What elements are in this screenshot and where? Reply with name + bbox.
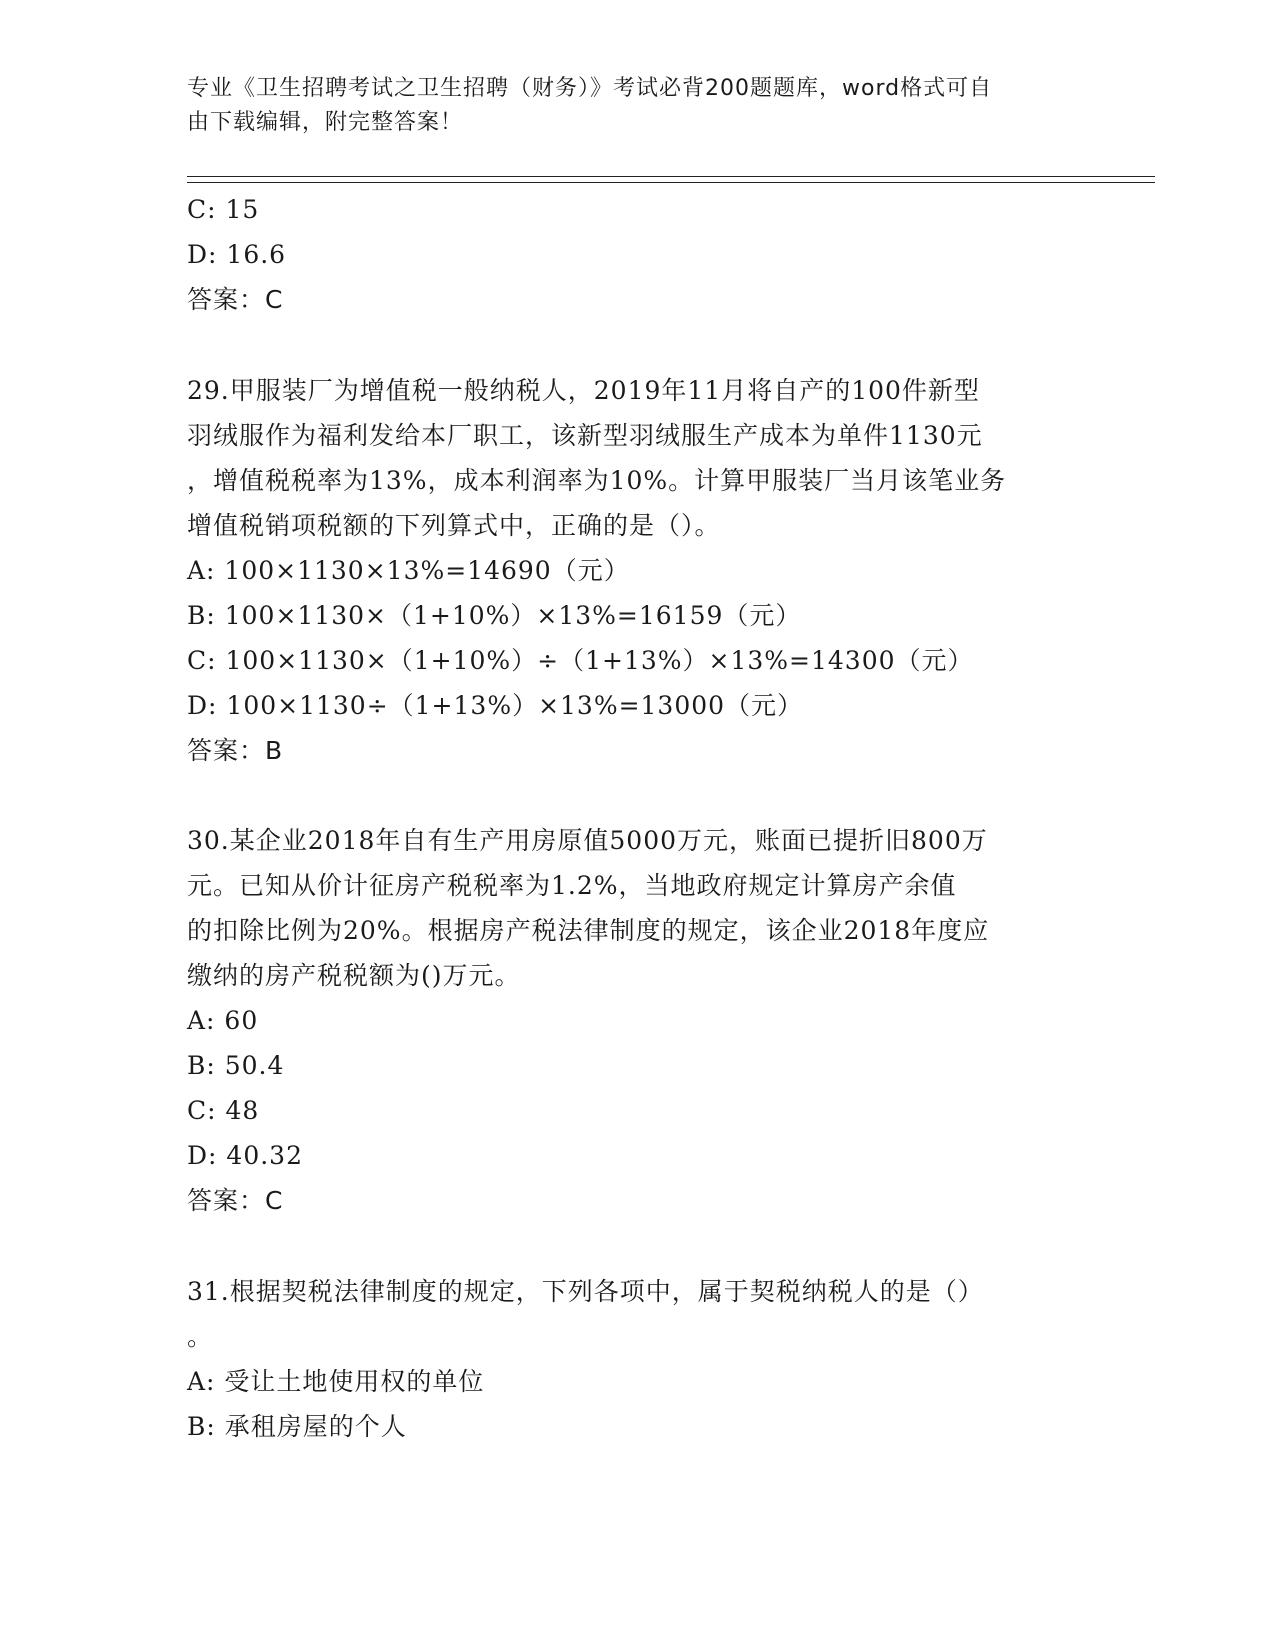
q31-stem-line-1: 31.根据契税法律制度的规定，下列各项中，属于契税纳税人的是（） (187, 1277, 984, 1306)
q30-stem-line-2: 元。已知从价计征房产税税率为1.2%，当地政府规定计算房产余值 (187, 871, 957, 900)
q30-stem-line-3: 的扣除比例为20%。根据房产税法律制度的规定，该企业2018年度应 (187, 916, 990, 945)
q29-answer: 答案：B (187, 736, 284, 765)
document-header (187, 72, 1067, 140)
q29-stem-line-1: 29.甲服装厂为增值税一般纳税人，2019年11月将自产的100件新型 (187, 376, 980, 405)
q29-stem-line-3: ，增值税税率为13%，成本利润率为10%。计算甲服装厂当月该笔业务 (187, 466, 1007, 495)
q31-stem-line-2: 。 (187, 1322, 214, 1351)
q30-stem-line-4: 缴纳的房产税税额为()万元。 (187, 961, 521, 990)
q30-option-a: A: 60 (187, 1006, 259, 1035)
header-divider-top (187, 176, 1155, 177)
prev-answer: 答案：C (187, 285, 284, 314)
q29-option-a: A: 100×1130×13%=14690（元） (187, 556, 630, 585)
q29-stem-line-2: 羽绒服作为福利发给本厂职工，该新型羽绒服生产成本为单件1130元 (187, 421, 983, 450)
q31-option-b: B: 承租房屋的个人 (187, 1412, 407, 1441)
q30-option-d: D: 40.32 (187, 1141, 303, 1170)
q29-option-b: B: 100×1130×（1+10%）×13%=16159（元） (187, 601, 802, 630)
header-line-2: 由下载编辑，附完整答案！ (187, 110, 464, 135)
prev-option-c: C: 15 (187, 195, 260, 224)
header-divider-bottom (187, 182, 1155, 183)
q31-option-a: A: 受让土地使用权的单位 (187, 1367, 485, 1396)
q30-option-c: C: 48 (187, 1096, 260, 1125)
q29-option-c: C: 100×1130×（1+10%）÷（1+13%）×13%=14300（元） (187, 646, 974, 675)
q30-stem-line-1: 30.某企业2018年自有生产用房原值5000万元，账面已提折旧800万 (187, 826, 988, 855)
q29-stem-line-4: 增值税销项税额的下列算式中，正确的是（）。 (187, 511, 721, 540)
prev-option-d: D: 16.6 (187, 240, 287, 269)
q30-answer: 答案：C (187, 1186, 284, 1215)
q29-option-d: D: 100×1130÷（1+13%）×13%=13000（元） (187, 691, 804, 720)
q30-option-b: B: 50.4 (187, 1051, 285, 1080)
header-line-1: 专业《卫生招聘考试之卫生招聘（财务）》考试必背200题题库，word格式可自 (187, 76, 993, 101)
